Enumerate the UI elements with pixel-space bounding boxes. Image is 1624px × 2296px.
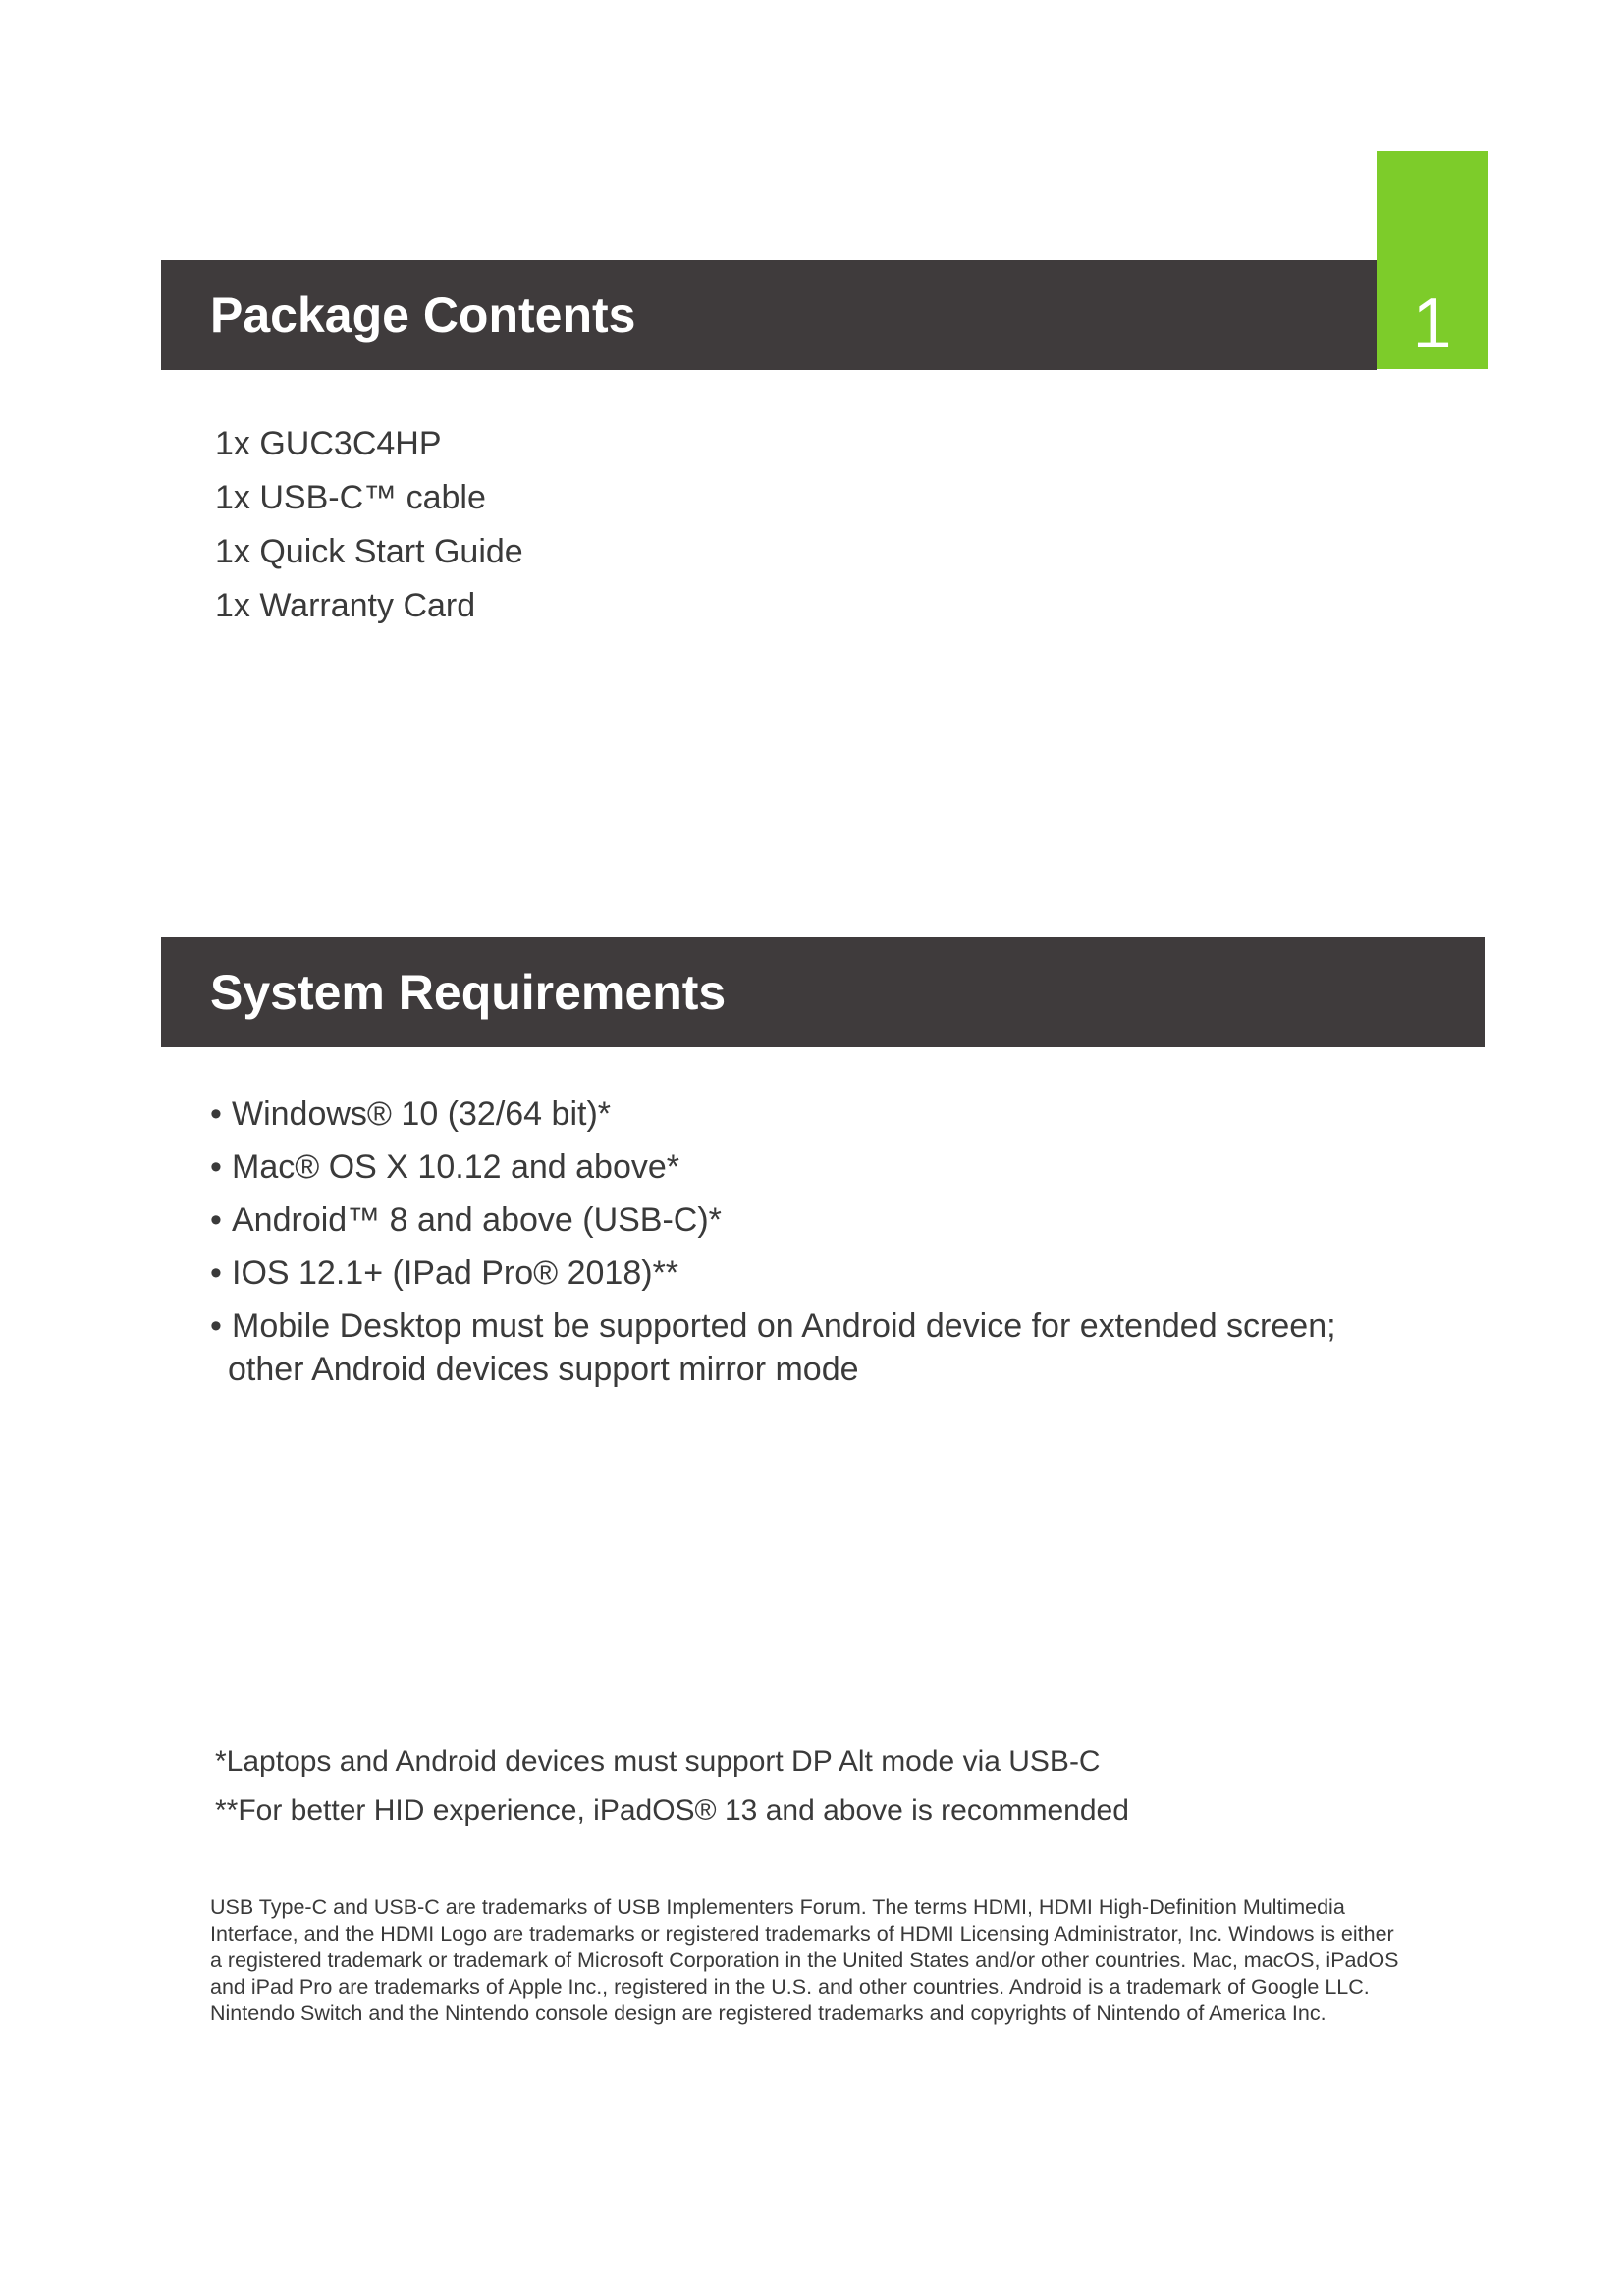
trademark-line: USB Type-C and USB-C are trademarks of USB Implementers Forum. The terms HDMI, HDMI High-Definition Multimedia <box>210 1896 1345 1919</box>
requirement-text: Mobile Desktop must be supported on Android device for extended screen; <box>232 1308 1336 1345</box>
list-item <box>210 1252 1336 1295</box>
requirement-text: Android™ 8 and above (USB-C)* <box>232 1201 722 1239</box>
footnotes <box>215 1737 1129 1836</box>
requirement-continuation: other Android devices support mirror mode <box>228 1351 859 1388</box>
requirement-text: Windows® 10 (32/64 bit)* <box>232 1095 612 1133</box>
package-contents-title: Package Contents <box>210 288 636 343</box>
footnote: **For better HID experience, iPadOS® 13 and above is recommended <box>215 1794 1129 1827</box>
list-item: 1x Quick Start Guide <box>215 533 523 570</box>
requirement-text: Mac® OS X 10.12 and above* <box>232 1148 679 1186</box>
bullet-icon: • <box>210 1308 222 1345</box>
trademark-notice <box>210 1895 1457 2027</box>
list-item <box>210 1305 1336 1391</box>
trademark-line: Interface, and the HDMI Logo are trademarks or registered trademarks of HDMI Licensing Administrator, Inc. Windows is either <box>210 1922 1394 1946</box>
page-number-tab <box>1377 151 1488 369</box>
list-item <box>210 1146 1336 1189</box>
trademark-line: and iPad Pro are trademarks of Apple Inc., registered in the U.S. and other countries. Android is a trademark of Google LLC. <box>210 1975 1370 1999</box>
system-requirements-title: System Requirements <box>210 965 727 1020</box>
list-item <box>210 1199 1336 1242</box>
bullet-icon: • <box>210 1148 222 1186</box>
system-requirements-list <box>210 1093 1336 1401</box>
list-item <box>210 1093 1336 1136</box>
package-contents-header <box>161 260 1377 370</box>
bullet-icon: • <box>210 1201 222 1239</box>
bullet-icon: • <box>210 1255 222 1292</box>
package-contents-list <box>215 417 523 633</box>
system-requirements-header <box>161 937 1485 1047</box>
list-item: 1x USB-C™ cable <box>215 479 486 516</box>
trademark-line: Nintendo Switch and the Nintendo console design are registered trademarks and copyrights of Nintendo of America Inc. <box>210 2002 1326 2025</box>
bullet-icon: • <box>210 1095 222 1133</box>
footnote: *Laptops and Android devices must support DP Alt mode via USB-C <box>215 1745 1101 1778</box>
list-item: 1x Warranty Card <box>215 587 476 624</box>
page-number: 1 <box>1412 285 1452 363</box>
list-item: 1x GUC3C4HP <box>215 425 442 462</box>
trademark-line: a registered trademark or trademark of Microsoft Corporation in the United States and/or other countries. Mac, macOS, iPadOS <box>210 1949 1399 1972</box>
requirement-text: IOS 12.1+ (IPad Pro® 2018)** <box>232 1255 679 1292</box>
